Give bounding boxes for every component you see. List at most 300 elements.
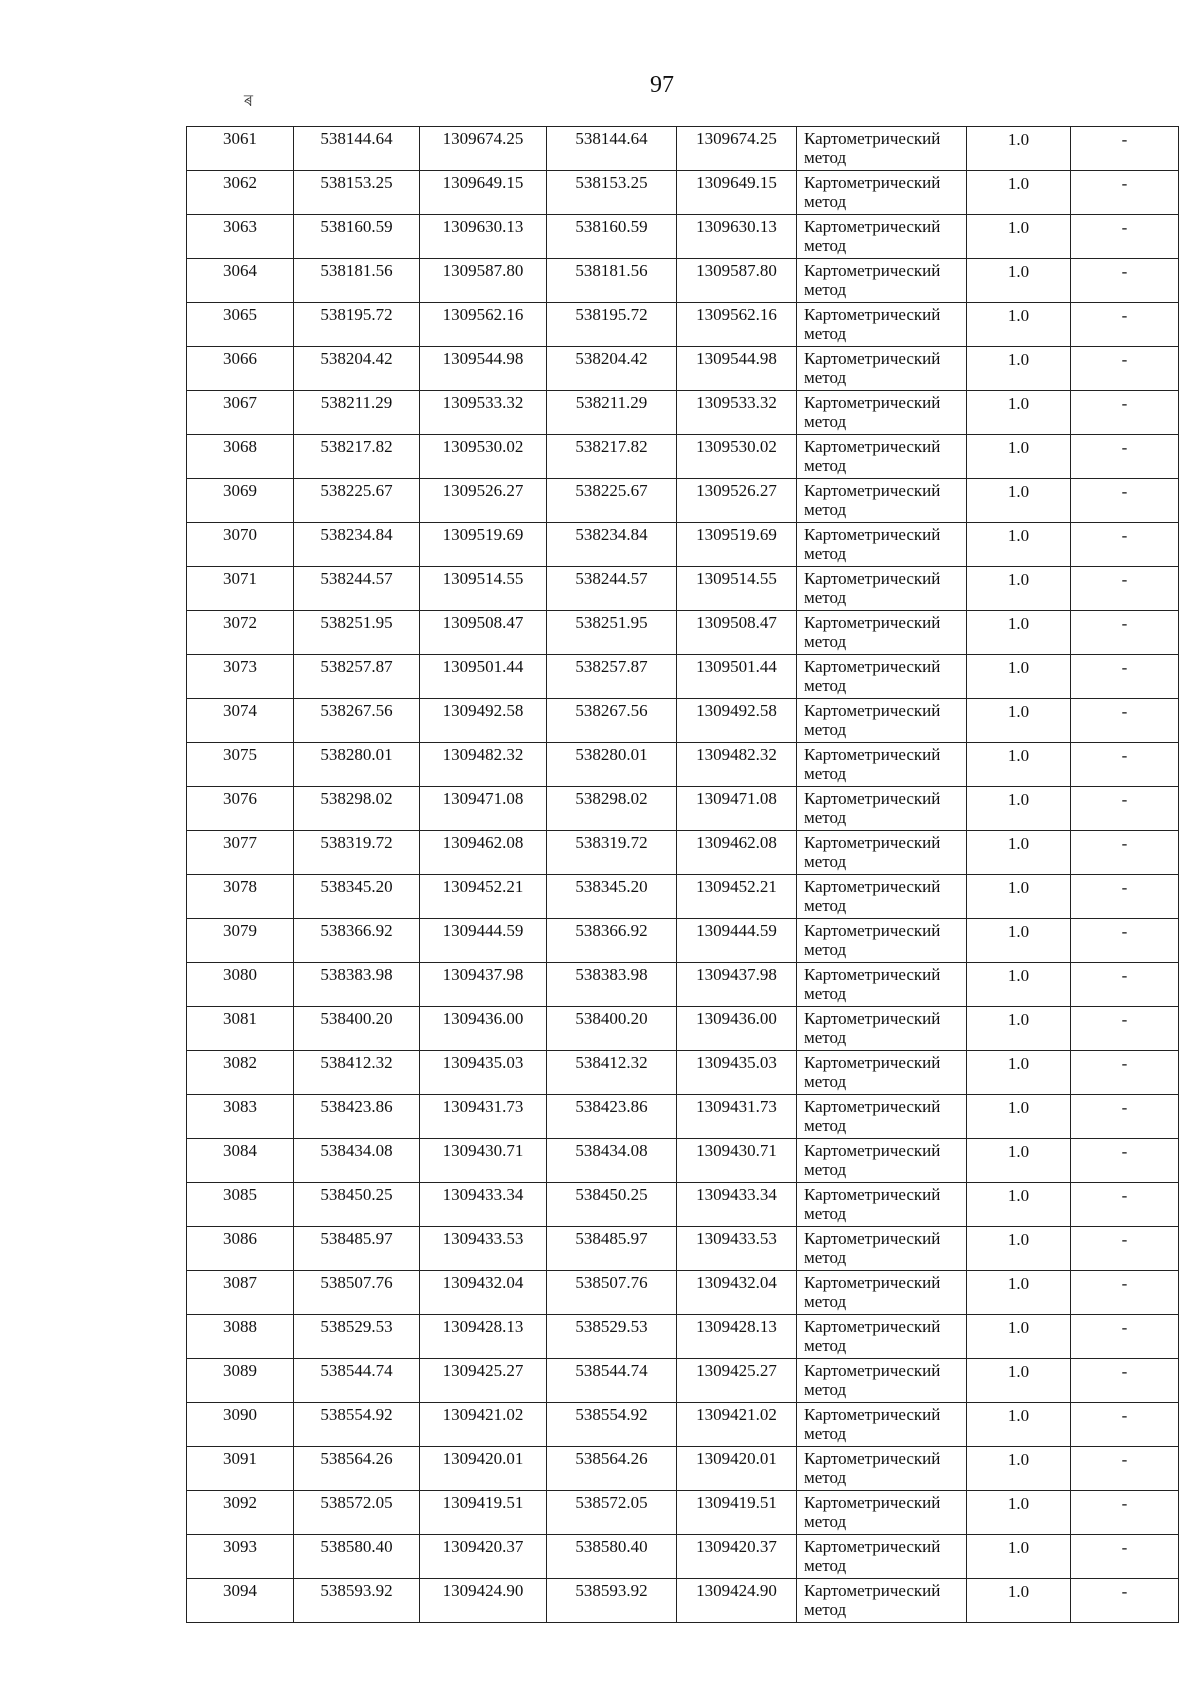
- method-line-1: Картометрический: [804, 525, 941, 544]
- note-cell: -: [1071, 743, 1179, 787]
- point-number-cell: 3083: [187, 1095, 294, 1139]
- method-line-1: Картометрический: [804, 877, 941, 896]
- y-new-cell: 1309424.90: [677, 1579, 797, 1623]
- method-line-1: Картометрический: [804, 173, 941, 192]
- point-number-cell: 3075: [187, 743, 294, 787]
- y-new-cell: 1309437.98: [677, 963, 797, 1007]
- y-existing-cell: 1309462.08: [420, 831, 547, 875]
- x-existing-cell: 538507.76: [294, 1271, 420, 1315]
- y-existing-cell: 1309435.03: [420, 1051, 547, 1095]
- x-existing-cell: 538217.82: [294, 435, 420, 479]
- x-existing-cell: 538160.59: [294, 215, 420, 259]
- x-existing-cell: 538544.74: [294, 1359, 420, 1403]
- x-new-cell: 538298.02: [547, 787, 677, 831]
- coordinates-table: [186, 126, 1179, 1623]
- x-new-cell: 538345.20: [547, 875, 677, 919]
- method-line-1: Картометрический: [804, 1449, 941, 1468]
- method-line-1: Картометрический: [804, 1405, 941, 1424]
- method-cell: [797, 1315, 967, 1359]
- table-row: [187, 655, 1179, 699]
- accuracy-cell: 1.0: [967, 963, 1071, 1007]
- y-existing-cell: 1309424.90: [420, 1579, 547, 1623]
- y-existing-cell: 1309471.08: [420, 787, 547, 831]
- method-cell: [797, 963, 967, 1007]
- point-number-cell: 3094: [187, 1579, 294, 1623]
- method-line-2: метод: [804, 368, 847, 387]
- x-new-cell: 538204.42: [547, 347, 677, 391]
- method-line-2: метод: [804, 544, 847, 563]
- method-cell: [797, 259, 967, 303]
- table-row: [187, 1447, 1179, 1491]
- accuracy-cell: 1.0: [967, 611, 1071, 655]
- point-number-cell: 3073: [187, 655, 294, 699]
- y-new-cell: 1309462.08: [677, 831, 797, 875]
- table-row: [187, 1227, 1179, 1271]
- y-existing-cell: 1309425.27: [420, 1359, 547, 1403]
- method-cell: [797, 1491, 967, 1535]
- method-cell: [797, 611, 967, 655]
- table-row: [187, 875, 1179, 919]
- y-new-cell: 1309508.47: [677, 611, 797, 655]
- note-cell: -: [1071, 1051, 1179, 1095]
- x-new-cell: 538400.20: [547, 1007, 677, 1051]
- x-existing-cell: 538234.84: [294, 523, 420, 567]
- y-new-cell: 1309533.32: [677, 391, 797, 435]
- method-line-2: метод: [804, 500, 847, 519]
- y-existing-cell: 1309530.02: [420, 435, 547, 479]
- accuracy-cell: 1.0: [967, 1183, 1071, 1227]
- table-body: [187, 127, 1179, 1623]
- table-row: [187, 259, 1179, 303]
- method-line-1: Картометрический: [804, 1493, 941, 1512]
- y-existing-cell: 1309421.02: [420, 1403, 547, 1447]
- method-cell: [797, 479, 967, 523]
- method-line-2: метод: [804, 412, 847, 431]
- x-existing-cell: 538412.32: [294, 1051, 420, 1095]
- table-row: [187, 303, 1179, 347]
- accuracy-cell: 1.0: [967, 479, 1071, 523]
- x-existing-cell: 538280.01: [294, 743, 420, 787]
- table-row: [187, 1491, 1179, 1535]
- y-new-cell: 1309436.00: [677, 1007, 797, 1051]
- note-cell: -: [1071, 259, 1179, 303]
- method-line-1: Картометрический: [804, 1229, 941, 1248]
- x-new-cell: 538564.26: [547, 1447, 677, 1491]
- method-cell: [797, 435, 967, 479]
- accuracy-cell: 1.0: [967, 523, 1071, 567]
- method-line-1: Картометрический: [804, 657, 941, 676]
- table-row: [187, 347, 1179, 391]
- note-cell: -: [1071, 1403, 1179, 1447]
- note-cell: -: [1071, 1359, 1179, 1403]
- method-line-1: Картометрический: [804, 1097, 941, 1116]
- accuracy-cell: 1.0: [967, 655, 1071, 699]
- accuracy-cell: 1.0: [967, 1403, 1071, 1447]
- table-row: [187, 611, 1179, 655]
- method-cell: [797, 391, 967, 435]
- table-row: [187, 963, 1179, 1007]
- method-line-1: Картометрический: [804, 1581, 941, 1600]
- table-row: [187, 1315, 1179, 1359]
- accuracy-cell: 1.0: [967, 831, 1071, 875]
- method-line-2: метод: [804, 1160, 847, 1179]
- x-existing-cell: 538423.86: [294, 1095, 420, 1139]
- point-number-cell: 3065: [187, 303, 294, 347]
- method-line-1: Картометрический: [804, 261, 941, 280]
- method-line-2: метод: [804, 1468, 847, 1487]
- accuracy-cell: 1.0: [967, 1271, 1071, 1315]
- x-new-cell: 538251.95: [547, 611, 677, 655]
- x-existing-cell: 538572.05: [294, 1491, 420, 1535]
- method-cell: [797, 1271, 967, 1315]
- y-new-cell: 1309432.04: [677, 1271, 797, 1315]
- y-existing-cell: 1309674.25: [420, 127, 547, 171]
- y-existing-cell: 1309533.32: [420, 391, 547, 435]
- note-cell: -: [1071, 171, 1179, 215]
- y-existing-cell: 1309428.13: [420, 1315, 547, 1359]
- accuracy-cell: 1.0: [967, 1227, 1071, 1271]
- method-line-2: метод: [804, 456, 847, 475]
- x-existing-cell: 538153.25: [294, 171, 420, 215]
- x-existing-cell: 538564.26: [294, 1447, 420, 1491]
- method-line-2: метод: [804, 940, 847, 959]
- page-number: 97: [650, 72, 674, 98]
- x-existing-cell: 538267.56: [294, 699, 420, 743]
- y-existing-cell: 1309544.98: [420, 347, 547, 391]
- method-line-2: метод: [804, 1204, 847, 1223]
- table-row: [187, 1095, 1179, 1139]
- method-line-1: Картометрический: [804, 1053, 941, 1072]
- x-new-cell: 538160.59: [547, 215, 677, 259]
- accuracy-cell: 1.0: [967, 1315, 1071, 1359]
- point-number-cell: 3076: [187, 787, 294, 831]
- x-new-cell: 538423.86: [547, 1095, 677, 1139]
- accuracy-cell: 1.0: [967, 171, 1071, 215]
- note-cell: -: [1071, 303, 1179, 347]
- method-cell: [797, 1051, 967, 1095]
- y-existing-cell: 1309501.44: [420, 655, 547, 699]
- y-new-cell: 1309433.53: [677, 1227, 797, 1271]
- method-line-2: метод: [804, 192, 847, 211]
- accuracy-cell: 1.0: [967, 919, 1071, 963]
- method-line-1: Картометрический: [804, 349, 941, 368]
- table-row: [187, 1007, 1179, 1051]
- table-row: [187, 1579, 1179, 1623]
- table-row: [187, 1535, 1179, 1579]
- x-new-cell: 538217.82: [547, 435, 677, 479]
- table-row: [187, 435, 1179, 479]
- method-line-2: метод: [804, 236, 847, 255]
- note-cell: -: [1071, 655, 1179, 699]
- method-line-1: Картометрический: [804, 393, 941, 412]
- method-line-2: метод: [804, 984, 847, 1003]
- method-line-1: Картометрический: [804, 745, 941, 764]
- x-existing-cell: 538195.72: [294, 303, 420, 347]
- y-existing-cell: 1309514.55: [420, 567, 547, 611]
- method-line-1: Картометрический: [804, 305, 941, 324]
- accuracy-cell: 1.0: [967, 1491, 1071, 1535]
- table-row: [187, 215, 1179, 259]
- point-number-cell: 3078: [187, 875, 294, 919]
- point-number-cell: 3081: [187, 1007, 294, 1051]
- point-number-cell: 3069: [187, 479, 294, 523]
- method-line-2: метод: [804, 808, 847, 827]
- x-existing-cell: 538554.92: [294, 1403, 420, 1447]
- method-line-2: метод: [804, 896, 847, 915]
- method-line-1: Картометрический: [804, 1317, 941, 1336]
- y-existing-cell: 1309562.16: [420, 303, 547, 347]
- method-cell: [797, 347, 967, 391]
- x-existing-cell: 538225.67: [294, 479, 420, 523]
- y-existing-cell: 1309430.71: [420, 1139, 547, 1183]
- point-number-cell: 3071: [187, 567, 294, 611]
- x-new-cell: 538572.05: [547, 1491, 677, 1535]
- x-new-cell: 538366.92: [547, 919, 677, 963]
- method-line-2: метод: [804, 1072, 847, 1091]
- method-cell: [797, 127, 967, 171]
- y-existing-cell: 1309630.13: [420, 215, 547, 259]
- x-existing-cell: 538257.87: [294, 655, 420, 699]
- x-new-cell: 538485.97: [547, 1227, 677, 1271]
- x-existing-cell: 538450.25: [294, 1183, 420, 1227]
- note-cell: -: [1071, 391, 1179, 435]
- table-row: [187, 523, 1179, 567]
- note-cell: -: [1071, 523, 1179, 567]
- y-new-cell: 1309530.02: [677, 435, 797, 479]
- x-new-cell: 538225.67: [547, 479, 677, 523]
- point-number-cell: 3090: [187, 1403, 294, 1447]
- x-existing-cell: 538485.97: [294, 1227, 420, 1271]
- point-number-cell: 3077: [187, 831, 294, 875]
- point-number-cell: 3085: [187, 1183, 294, 1227]
- point-number-cell: 3091: [187, 1447, 294, 1491]
- table-row: [187, 787, 1179, 831]
- note-cell: -: [1071, 875, 1179, 919]
- method-cell: [797, 1403, 967, 1447]
- method-line-2: метод: [804, 1336, 847, 1355]
- y-existing-cell: 1309436.00: [420, 1007, 547, 1051]
- method-cell: [797, 743, 967, 787]
- point-number-cell: 3093: [187, 1535, 294, 1579]
- note-cell: -: [1071, 567, 1179, 611]
- method-cell: [797, 1183, 967, 1227]
- y-new-cell: 1309433.34: [677, 1183, 797, 1227]
- y-existing-cell: 1309431.73: [420, 1095, 547, 1139]
- note-cell: -: [1071, 479, 1179, 523]
- point-number-cell: 3080: [187, 963, 294, 1007]
- accuracy-cell: 1.0: [967, 1535, 1071, 1579]
- method-line-1: Картометрический: [804, 613, 941, 632]
- method-cell: [797, 1447, 967, 1491]
- note-cell: -: [1071, 699, 1179, 743]
- y-existing-cell: 1309433.53: [420, 1227, 547, 1271]
- method-line-2: метод: [804, 632, 847, 651]
- x-new-cell: 538319.72: [547, 831, 677, 875]
- note-cell: -: [1071, 787, 1179, 831]
- point-number-cell: 3061: [187, 127, 294, 171]
- method-cell: [797, 1535, 967, 1579]
- table-row: [187, 699, 1179, 743]
- accuracy-cell: 1.0: [967, 743, 1071, 787]
- method-cell: [797, 787, 967, 831]
- point-number-cell: 3070: [187, 523, 294, 567]
- table-row: [187, 1403, 1179, 1447]
- method-cell: [797, 303, 967, 347]
- x-existing-cell: 538366.92: [294, 919, 420, 963]
- method-cell: [797, 831, 967, 875]
- x-existing-cell: 538319.72: [294, 831, 420, 875]
- method-line-2: метод: [804, 1380, 847, 1399]
- x-existing-cell: 538144.64: [294, 127, 420, 171]
- method-line-1: Картометрический: [804, 1141, 941, 1160]
- method-line-2: метод: [804, 588, 847, 607]
- x-existing-cell: 538400.20: [294, 1007, 420, 1051]
- y-new-cell: 1309420.37: [677, 1535, 797, 1579]
- method-cell: [797, 567, 967, 611]
- table-row: [187, 743, 1179, 787]
- note-cell: -: [1071, 1271, 1179, 1315]
- point-number-cell: 3066: [187, 347, 294, 391]
- method-line-1: Картометрический: [804, 1009, 941, 1028]
- point-number-cell: 3088: [187, 1315, 294, 1359]
- method-cell: [797, 1359, 967, 1403]
- x-existing-cell: 538529.53: [294, 1315, 420, 1359]
- accuracy-cell: 1.0: [967, 1051, 1071, 1095]
- table-row: [187, 567, 1179, 611]
- method-line-1: Картометрический: [804, 833, 941, 852]
- y-existing-cell: 1309432.04: [420, 1271, 547, 1315]
- y-existing-cell: 1309433.34: [420, 1183, 547, 1227]
- y-existing-cell: 1309519.69: [420, 523, 547, 567]
- method-line-2: метод: [804, 1248, 847, 1267]
- point-number-cell: 3074: [187, 699, 294, 743]
- y-new-cell: 1309428.13: [677, 1315, 797, 1359]
- accuracy-cell: 1.0: [967, 567, 1071, 611]
- method-line-1: Картометрический: [804, 1273, 941, 1292]
- x-existing-cell: 538434.08: [294, 1139, 420, 1183]
- x-new-cell: 538244.57: [547, 567, 677, 611]
- y-new-cell: 1309431.73: [677, 1095, 797, 1139]
- x-new-cell: 538181.56: [547, 259, 677, 303]
- x-new-cell: 538211.29: [547, 391, 677, 435]
- x-existing-cell: 538593.92: [294, 1579, 420, 1623]
- method-cell: [797, 919, 967, 963]
- note-cell: -: [1071, 1095, 1179, 1139]
- note-cell: -: [1071, 1491, 1179, 1535]
- point-number-cell: 3089: [187, 1359, 294, 1403]
- x-new-cell: 538195.72: [547, 303, 677, 347]
- x-new-cell: 538450.25: [547, 1183, 677, 1227]
- table-row: [187, 127, 1179, 171]
- note-cell: -: [1071, 1139, 1179, 1183]
- method-line-2: метод: [804, 1028, 847, 1047]
- x-new-cell: 538434.08: [547, 1139, 677, 1183]
- note-cell: -: [1071, 1315, 1179, 1359]
- method-line-1: Картометрический: [804, 789, 941, 808]
- y-new-cell: 1309430.71: [677, 1139, 797, 1183]
- accuracy-cell: 1.0: [967, 787, 1071, 831]
- x-existing-cell: 538580.40: [294, 1535, 420, 1579]
- table-row: [187, 1139, 1179, 1183]
- x-new-cell: 538593.92: [547, 1579, 677, 1623]
- method-cell: [797, 1227, 967, 1271]
- y-new-cell: 1309501.44: [677, 655, 797, 699]
- method-cell: [797, 171, 967, 215]
- note-cell: -: [1071, 1535, 1179, 1579]
- x-new-cell: 538544.74: [547, 1359, 677, 1403]
- x-existing-cell: 538204.42: [294, 347, 420, 391]
- note-cell: -: [1071, 831, 1179, 875]
- method-cell: [797, 1139, 967, 1183]
- x-new-cell: 538554.92: [547, 1403, 677, 1447]
- y-new-cell: 1309514.55: [677, 567, 797, 611]
- x-existing-cell: 538383.98: [294, 963, 420, 1007]
- method-line-1: Картометрический: [804, 481, 941, 500]
- table-row: [187, 391, 1179, 435]
- table-row: [187, 1183, 1179, 1227]
- x-new-cell: 538529.53: [547, 1315, 677, 1359]
- method-cell: [797, 655, 967, 699]
- x-new-cell: 538257.87: [547, 655, 677, 699]
- x-new-cell: 538267.56: [547, 699, 677, 743]
- accuracy-cell: 1.0: [967, 215, 1071, 259]
- method-line-2: метод: [804, 1292, 847, 1311]
- accuracy-cell: 1.0: [967, 1359, 1071, 1403]
- table-row: [187, 919, 1179, 963]
- y-new-cell: 1309587.80: [677, 259, 797, 303]
- x-new-cell: 538144.64: [547, 127, 677, 171]
- note-cell: -: [1071, 1227, 1179, 1271]
- y-new-cell: 1309562.16: [677, 303, 797, 347]
- x-existing-cell: 538298.02: [294, 787, 420, 831]
- note-cell: -: [1071, 1447, 1179, 1491]
- method-line-1: Картометрический: [804, 217, 941, 236]
- point-number-cell: 3092: [187, 1491, 294, 1535]
- y-new-cell: 1309519.69: [677, 523, 797, 567]
- note-cell: -: [1071, 611, 1179, 655]
- accuracy-cell: 1.0: [967, 1447, 1071, 1491]
- y-existing-cell: 1309437.98: [420, 963, 547, 1007]
- note-cell: -: [1071, 127, 1179, 171]
- x-new-cell: 538580.40: [547, 1535, 677, 1579]
- x-new-cell: 538153.25: [547, 171, 677, 215]
- accuracy-cell: 1.0: [967, 1139, 1071, 1183]
- y-existing-cell: 1309508.47: [420, 611, 547, 655]
- method-line-2: метод: [804, 280, 847, 299]
- method-line-1: Картометрический: [804, 965, 941, 984]
- method-line-1: Картометрический: [804, 129, 941, 148]
- y-new-cell: 1309425.27: [677, 1359, 797, 1403]
- accuracy-cell: 1.0: [967, 1007, 1071, 1051]
- accuracy-cell: 1.0: [967, 303, 1071, 347]
- x-existing-cell: 538244.57: [294, 567, 420, 611]
- note-cell: -: [1071, 435, 1179, 479]
- table-row: [187, 1051, 1179, 1095]
- method-line-2: метод: [804, 324, 847, 343]
- method-cell: [797, 875, 967, 919]
- table-row: [187, 831, 1179, 875]
- method-line-1: Картометрический: [804, 569, 941, 588]
- y-existing-cell: 1309587.80: [420, 259, 547, 303]
- point-number-cell: 3063: [187, 215, 294, 259]
- method-line-2: метод: [804, 1600, 847, 1619]
- x-new-cell: 538507.76: [547, 1271, 677, 1315]
- accuracy-cell: 1.0: [967, 391, 1071, 435]
- y-new-cell: 1309649.15: [677, 171, 797, 215]
- point-number-cell: 3062: [187, 171, 294, 215]
- point-number-cell: 3082: [187, 1051, 294, 1095]
- table-row: [187, 1359, 1179, 1403]
